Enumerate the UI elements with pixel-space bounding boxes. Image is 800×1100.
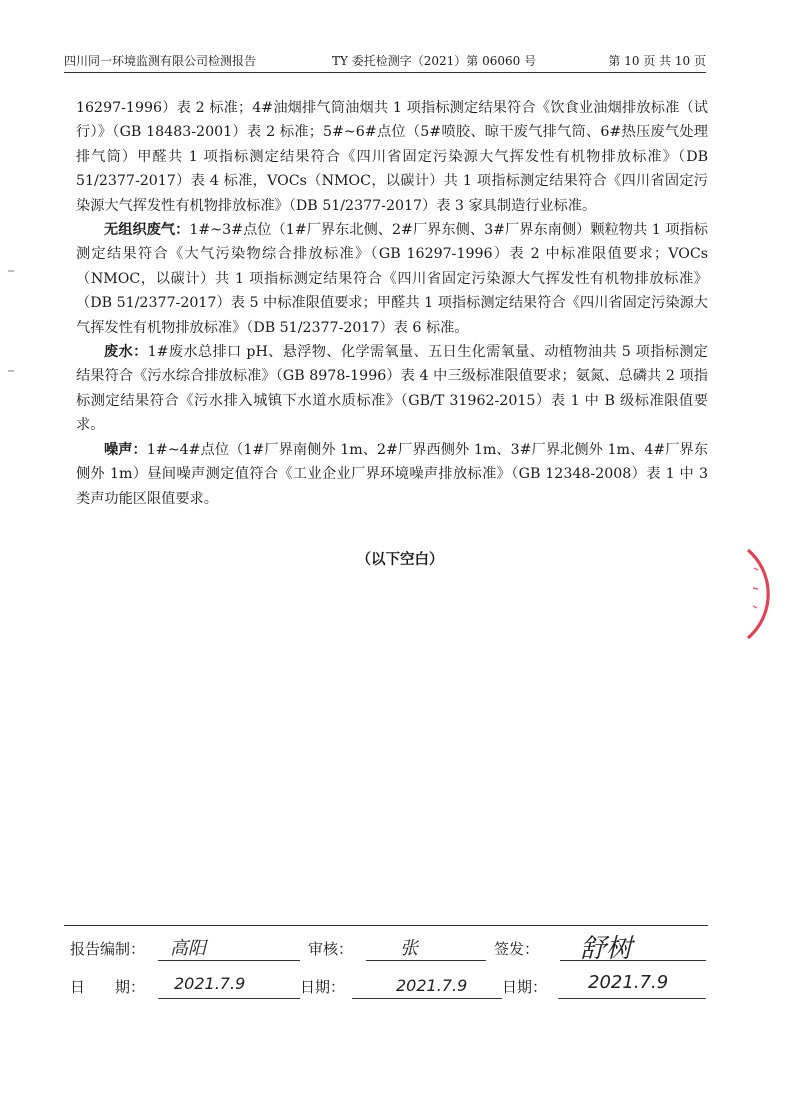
compiler-signature: 高阳 [170, 938, 206, 959]
paragraph-wastewater [76, 340, 708, 438]
paragraph-noise [76, 438, 708, 511]
page-header [64, 50, 706, 73]
section-label-noise: 噪声： [104, 441, 147, 458]
approver-label: 签发： [494, 940, 540, 958]
paragraph-fugitive-emissions [76, 218, 708, 340]
date-reviewer: 2021.7.9 [396, 976, 468, 995]
approver-signature: 舒树 [580, 934, 633, 964]
compiler-label: 报告编制： [70, 940, 146, 958]
page-number: 第 10 页 共 10 页 [608, 54, 706, 68]
fugitive-text: 1#~3#点位（1#厂界东北侧、2#厂界东侧、3#厂界东南侧）颗粒物共 1 项指标测定结果符合《大气污染物综合排放标准》（GB 16297-1996）表 2 中标准限值要求；VOCs（NMOC，以碳计）共 1 项指标测定结果符合《四川省固定污染源大气挥发性有机物排放标准》（DB 51/2377-2017）表 5 中标准限值要求；甲醛共 1 项指标测定结果符合《四川省固定污染源大气挥发性有机物排放标准》（DB 51/2377-2017）表 6 标准。 [76, 222, 708, 336]
reviewer-label: 审核： [308, 940, 354, 958]
paragraph-organized-emissions: 16297-1996）表 2 标准；4#油烟排气筒油烟共 1 项指标测定结果符合《饮食业油烟排放标准（试行）》（GB 18483-2001）表 2 标准；5#~6#点位（5#喷胶、晾干废气排气筒、6#热压废气处理排气筒）甲醛共 1 项指标测定结果符合《四川省固定污染源大气挥发性有机物排放标准》（DB 51/2377-2017）表 4 标准，VOCs（NMOC，以碳计）共 1 项指标测定结果符合《四川省固定污染源大气挥发性有机物排放标准》（DB 51/2377-2017）表 3 家具制造行业标准。 [76, 100, 708, 214]
date-label-approver: 日期： [502, 978, 548, 996]
company-report-title: 四川同一环境监测有限公司检测报告 [64, 54, 257, 68]
report-number: TY 委托检测字（2021）第 06060 号 [332, 54, 537, 68]
reviewer-signature: 张 [400, 938, 418, 959]
noise-text: 1#~4#点位（1#厂界南侧外 1m、2#厂界西侧外 1m、3#厂界北侧外 1m、4#厂界东侧外 1m）昼间噪声测定值符合《工业企业厂界环境噪声排放标准》（GB 12348-2008）表 1 中 3 类声功能区限值要求。 [76, 441, 708, 507]
wastewater-text: 1#废水总排口 pH、悬浮物、化学需氧量、五日生化需氧量、动植物油共 5 项指标测定结果符合《污水综合排放标准》（GB 8978-1996）表 4 中三级标准限值要求；氨氮、总磷共 2 项指标测定结果符合《污水排入城镇下水道水质标准》（GB/T 31962-2015）表 1 中 B 级标准限值要求。 [76, 344, 708, 434]
date-label-reviewer: 日期： [300, 978, 346, 996]
reviewer-signature-line [366, 936, 486, 961]
signature-row [70, 934, 710, 964]
date-row [70, 972, 710, 1002]
scan-edge-mark [8, 270, 14, 272]
report-body [76, 96, 708, 511]
blank-below-note: （以下空白） [356, 551, 444, 568]
date-label-compiler: 日 期： [70, 978, 146, 996]
date-compiler: 2021.7.9 [174, 974, 246, 993]
date-approver: 2021.7.9 [588, 972, 669, 993]
section-label-fugitive: 无组织废气： [104, 222, 190, 239]
section-label-wastewater: 废水： [104, 344, 148, 361]
seal-stamp-fragment [740, 548, 780, 640]
scan-edge-mark [8, 370, 14, 372]
signature-divider [64, 925, 708, 926]
